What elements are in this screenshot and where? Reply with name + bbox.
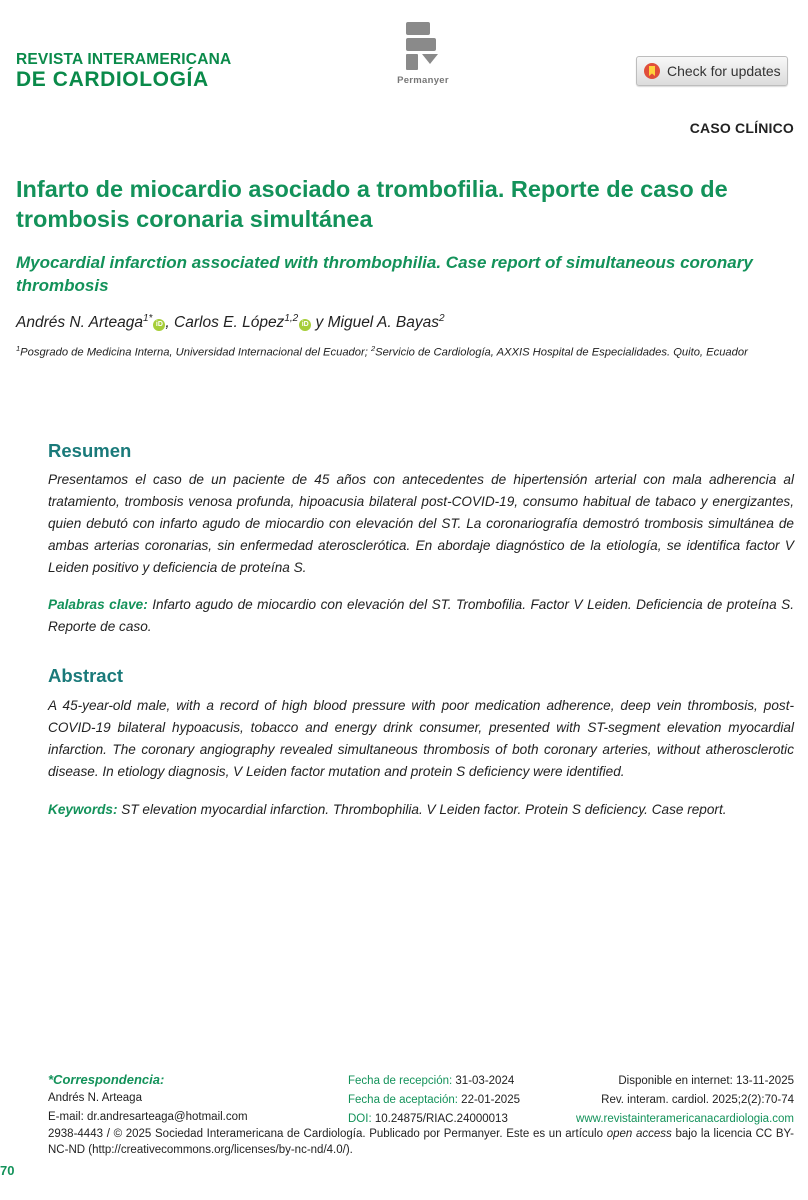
author-affil-sup: 1: [142, 313, 149, 324]
correspondence-block: [48, 1070, 248, 1127]
affiliations: [16, 344, 748, 359]
online-date: 13-11-2025: [736, 1075, 794, 1087]
author-separator: ,: [165, 314, 175, 332]
publisher-logo: [388, 20, 458, 86]
accepted-line: [348, 1091, 520, 1110]
author-affil-sup: 2: [439, 313, 445, 324]
online-label: Disponible en internet:: [618, 1075, 737, 1087]
affil-sup: 1: [16, 344, 21, 353]
publisher-name: Permanyer: [397, 75, 449, 86]
publication-block: [576, 1072, 794, 1129]
keywords-label: Palabras clave:: [48, 597, 148, 612]
keywords-label: Keywords:: [48, 802, 118, 817]
citation: Rev. interam. cardiol. 2025;2(2):70-74: [601, 1094, 794, 1106]
received-label: Fecha de recepción:: [348, 1075, 456, 1087]
abstract-keywords: [48, 799, 794, 821]
license-pre: 2938-4443 / © 2025 Sociedad Interamericana de Cardiología. Publicado por Permanyer. Este es un artículo: [48, 1128, 607, 1140]
resumen-keywords: [48, 594, 794, 638]
received-line: [348, 1072, 520, 1091]
orcid-icon[interactable]: iD: [299, 319, 311, 331]
license-open-access: open access: [606, 1128, 672, 1140]
doi-label: DOI:: [348, 1113, 375, 1125]
doi-link[interactable]: 10.24875/RIAC.24000013: [374, 1113, 508, 1125]
authors-line: [16, 313, 445, 332]
received-date: 31-03-2024: [455, 1075, 515, 1087]
affil-text: Servicio de Cardiología, AXXIS Hospital de Especialidades. Quito, Ecuador: [375, 346, 748, 359]
check-for-updates-button[interactable]: [636, 56, 788, 86]
journal-name: [16, 52, 231, 90]
accepted-label: Fecha de aceptación:: [348, 1094, 462, 1106]
article-type: CASO CLÍNICO: [689, 120, 794, 136]
accepted-date: 22-01-2025: [461, 1094, 520, 1106]
journal-name-line2: DE CARDIOLOGÍA: [16, 67, 209, 91]
affil-text: Posgrado de Medicina Interna, Universidad Internacional del Ecuador;: [20, 346, 371, 359]
author-name: Miguel A. Bayas: [327, 314, 440, 332]
article-subtitle: Myocardial infarction associated with thrombophilia. Case report of simultaneous coronary thrombosis: [16, 253, 753, 295]
correspondence-email-line: [48, 1108, 248, 1127]
resumen-text: Presentamos el caso de un paciente de 45 años con antecedentes de hipertensión arterial con mala adherencia al tratamiento, trombosis venosa profunda, hipoacusia bilateral post-COVID-19, consumo habitual de tabaco y energizantes, quien debutó con infarto agudo de miocardio con elevación del ST. La coronariografía demostró trombosis simultánea de ambas arterias coronarias, sin enfermedad aterosclerótica. En abordaje diagnóstico de la etiología, se identifica factor V Leiden positivo y deficiencia de proteína S.: [48, 472, 794, 575]
online-line: [576, 1072, 794, 1091]
author-affil-sup: 1,2: [284, 313, 299, 324]
journal-name-line1: REVISTA INTERAMERICANA: [16, 51, 232, 68]
author-separator: y: [311, 314, 328, 332]
abstract-heading: Abstract: [48, 665, 124, 686]
email-label: E-mail:: [48, 1111, 87, 1123]
check-for-updates-label: Check for updates: [667, 63, 781, 79]
affil-sup: 2: [370, 344, 376, 353]
page-number: 70: [0, 1163, 15, 1178]
dates-block: [348, 1072, 520, 1129]
author-name: Carlos E. López: [174, 314, 285, 332]
corresponding-marker: *: [148, 313, 153, 324]
correspondence-name: Andrés N. Arteaga: [48, 1092, 142, 1104]
orcid-icon[interactable]: iD: [153, 319, 165, 331]
journal-website-link[interactable]: www.revistainteramericanacardiologia.com: [576, 1113, 794, 1125]
email-link[interactable]: dr.andresarteaga@hotmail.com: [86, 1111, 248, 1123]
author-name: Andrés N. Arteaga: [16, 314, 143, 332]
license-text: [48, 1126, 794, 1158]
article-title: Infarto de miocardio asociado a trombofilia. Reporte de caso de trombosis coronaria simultánea: [16, 176, 728, 232]
keywords-text: ST elevation myocardial infarction. Thrombophilia. V Leiden factor. Protein S deficiency. Case report.: [121, 802, 727, 817]
correspondence-title: *Correspondencia:: [48, 1072, 165, 1087]
check-updates-icon: [643, 62, 661, 80]
resumen-heading: Resumen: [48, 440, 132, 461]
publisher-logo-icon: [404, 20, 442, 72]
license-post: bajo la licencia CC BY-NC-ND (http://creativecommons.org/licenses/by-nc-nd/4.0/).: [48, 1128, 794, 1156]
keywords-text: Infarto agudo de miocardio con elevación del ST. Trombofilia. Factor V Leiden. Deficiencia de proteína S. Reporte de caso.: [48, 597, 794, 634]
abstract-text: A 45-year-old male, with a record of high blood pressure with poor medication adherence, deep vein thrombosis, post-COVID-19 bilateral hypoacusis, tobacco and energy drink consumer, presented with ST-segment elevation myocardial infarction. The coronary angiography revealed simultaneous thrombosis of both coronary arteries, without atherosclerotic disease. In etiology diagnosis, V Leiden factor mutation and protein S deficiency were identified.: [48, 698, 794, 779]
